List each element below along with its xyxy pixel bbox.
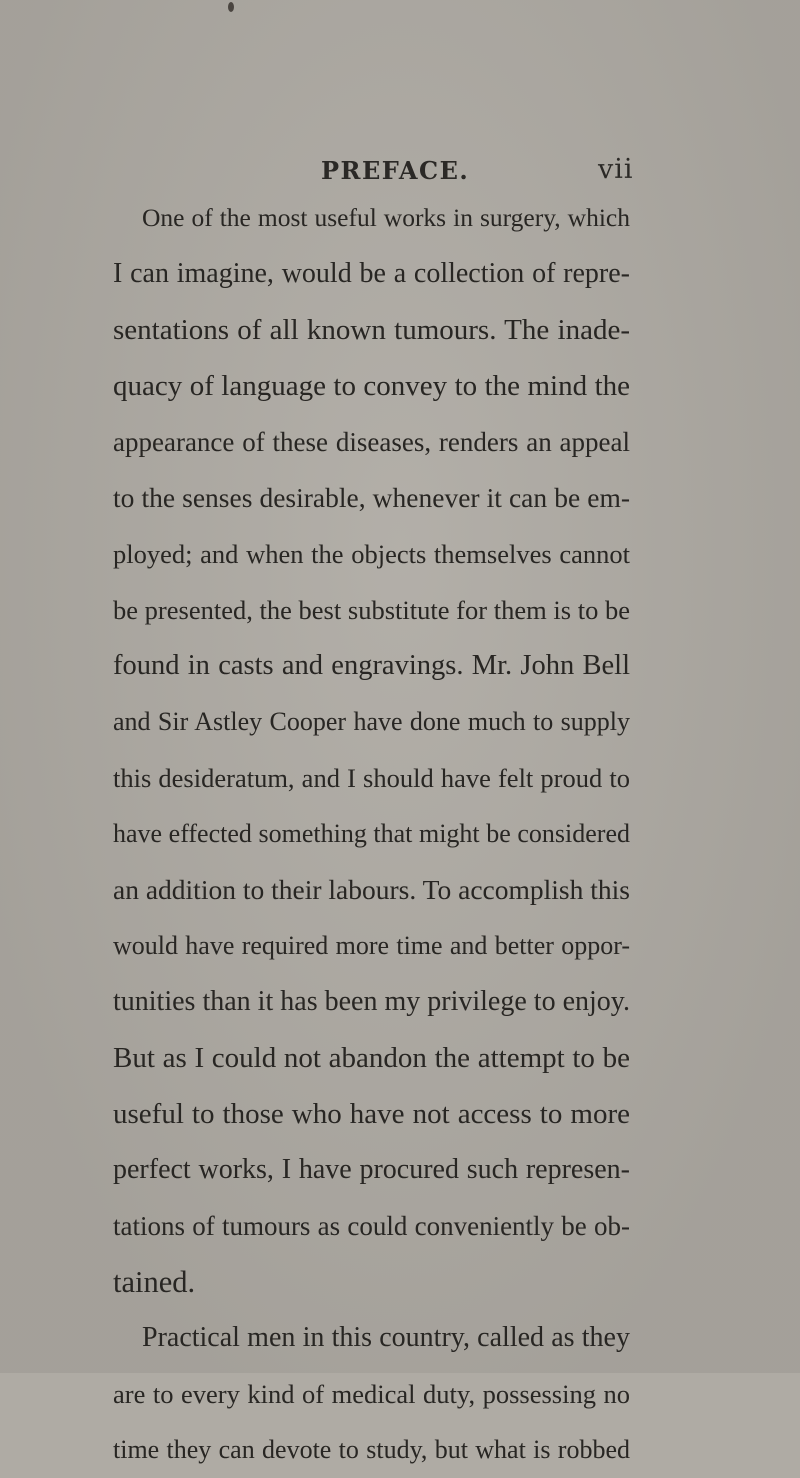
running-head — [0, 152, 800, 192]
ink-speck — [228, 2, 234, 12]
text-line: would have required more time and better oppor- — [113, 931, 630, 960]
text-line: time they can devote to study, but what is robbed — [113, 1435, 630, 1464]
text-line: tunities than it has been my privilege to enjoy. — [113, 986, 630, 1017]
text-line: useful to those who have not access to more — [113, 1098, 630, 1130]
text-line: sentations of all known tumours. The inade- — [113, 314, 630, 346]
page-number: vii — [598, 154, 634, 185]
text-line: quacy of language to convey to the mind the — [113, 370, 630, 402]
text-line: an addition to their labours. To accomplish this — [113, 874, 630, 905]
text-line: to the senses desirable, whenever it can be em- — [113, 482, 630, 513]
text-line: I can imagine, would be a collection of repre- — [113, 258, 630, 289]
text-line: this desideratum, and I should have felt proud to — [113, 763, 630, 793]
text-line: But as I could not abandon the attempt to be — [113, 1042, 630, 1074]
text-line: One of the most useful works in surgery, which — [142, 203, 630, 232]
text-line: appearance of these diseases, renders an appeal — [113, 427, 630, 457]
text-line: have effected something that might be considered — [113, 819, 630, 848]
text-line: ployed; and when the objects themselves cannot — [113, 539, 630, 569]
text-line: tations of tumours as could conveniently be ob- — [113, 1211, 630, 1241]
running-title: PREFACE. — [321, 156, 470, 185]
text-line: be presented, the best substitute for them is to be — [113, 595, 630, 625]
text-line: found in casts and engravings. Mr. John Bell — [113, 650, 630, 681]
text-line: are to every kind of medical duty, possessing no — [113, 1379, 630, 1409]
text-line: tained. — [113, 1265, 196, 1299]
text-line: perfect works, I have procured such represen- — [113, 1154, 630, 1185]
text-line: Practical men in this country, called as they — [142, 1322, 630, 1353]
text-line: and Sir Astley Cooper have done much to supply — [113, 707, 630, 736]
